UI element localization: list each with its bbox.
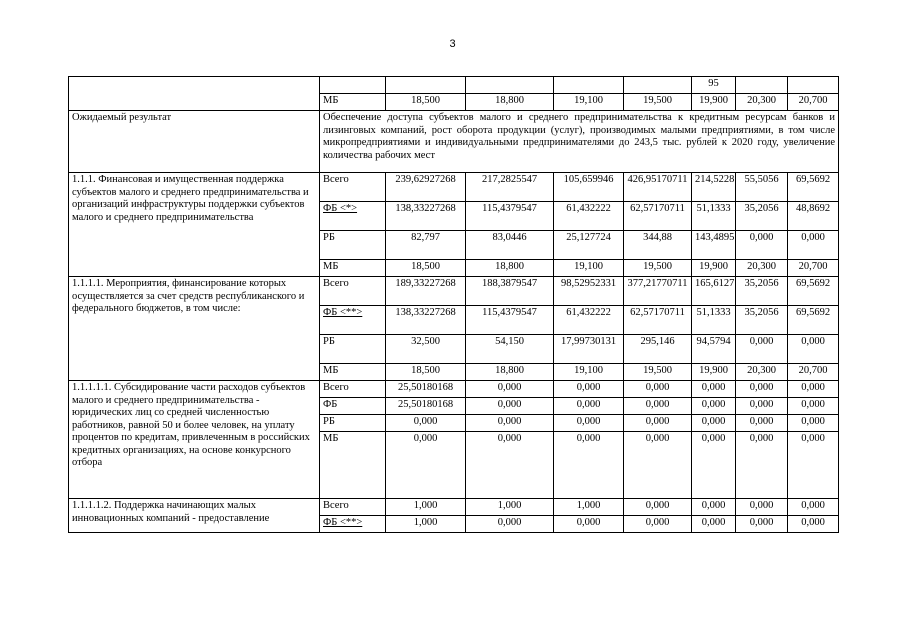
value-cell: 214,5228 [692,173,736,202]
source-cell: РБ [320,335,386,364]
value-cell: 0,000 [736,398,788,415]
desc-cell: 1.1.1.1. Мероприятия, финансирование которых осуществляется за счет средств республиканского и федерального бюджетов, в том числе: [69,277,320,381]
value-cell: 20,700 [788,364,839,381]
value-cell: 19,100 [554,260,624,277]
value-cell: 0,000 [554,516,624,533]
value-cell: 19,500 [624,260,692,277]
value-cell: 0,000 [554,415,624,432]
expected-result-text: Обеспечение доступа субъектов малого и среднего предпринимательства к кредитным ресурсам банков и лизинговых компаний, рост оборота продукции (услуг), производимых малыми предприятиями, в том числе микропредприятиями и индивидуальными предпринимателями до 243,5 тыс. рублей к 2020 году, увеличение количества рабочих мест [320,111,839,173]
value-cell [624,77,692,94]
source-cell [320,202,386,231]
value-cell: 0,000 [736,231,788,260]
value-cell: 0,000 [788,398,839,415]
desc-cell [69,77,320,111]
value-cell [736,77,788,94]
value-cell: 18,800 [466,94,554,111]
value-cell: 426,95170711 [624,173,692,202]
value-cell: 1,000 [466,499,554,516]
value-cell: 17,99730131 [554,335,624,364]
table-row [69,77,839,94]
value-cell: 20,700 [788,260,839,277]
source-cell: ФБ [320,398,386,415]
value-cell: 188,3879547 [466,277,554,306]
value-cell: 0,000 [624,516,692,533]
value-cell: 69,5692 [788,173,839,202]
page-number: 3 [449,38,456,50]
table-row [69,277,839,306]
value-cell: 0,000 [788,499,839,516]
value-cell: 0,000 [624,415,692,432]
value-cell: 138,33227268 [386,202,466,231]
value-cell: 0,000 [624,381,692,398]
source-cell [320,306,386,335]
source-cell: МБ [320,432,386,499]
value-cell: 25,50180168 [386,398,466,415]
desc-cell: 1.1.1.1.2. Поддержка начинающих малых инновационных компаний - предоставление [69,499,320,533]
value-cell: 55,5056 [736,173,788,202]
value-cell: 0,000 [386,432,466,499]
source-cell: РБ [320,231,386,260]
value-cell [788,77,839,94]
value-cell: 189,33227268 [386,277,466,306]
value-cell: 0,000 [692,432,736,499]
value-cell: 0,000 [554,398,624,415]
source-cell: Всего [320,277,386,306]
value-cell: 18,500 [386,260,466,277]
value-cell: 0,000 [736,415,788,432]
value-cell: 143,4895 [692,231,736,260]
footnote-link[interactable]: ФБ <**> [323,517,363,528]
value-cell: 62,57170711 [624,202,692,231]
value-cell: 95 [692,77,736,94]
value-cell: 19,900 [692,260,736,277]
value-cell: 344,88 [624,231,692,260]
value-cell: 105,659946 [554,173,624,202]
value-cell: 1,000 [386,516,466,533]
value-cell: 98,52952331 [554,277,624,306]
value-cell: 25,50180168 [386,381,466,398]
value-cell: 18,800 [466,364,554,381]
value-cell: 0,000 [624,499,692,516]
value-cell: 0,000 [736,432,788,499]
value-cell: 61,432222 [554,306,624,335]
value-cell: 18,500 [386,364,466,381]
value-cell: 0,000 [554,432,624,499]
value-cell: 1,000 [386,499,466,516]
value-cell: 295,146 [624,335,692,364]
value-cell: 54,150 [466,335,554,364]
value-cell: 0,000 [554,381,624,398]
value-cell: 48,8692 [788,202,839,231]
value-cell: 19,500 [624,94,692,111]
value-cell: 0,000 [466,381,554,398]
source-cell: Всего [320,173,386,202]
value-cell: 0,000 [788,516,839,533]
value-cell: 18,500 [386,94,466,111]
value-cell: 0,000 [692,499,736,516]
value-cell: 239,62927268 [386,173,466,202]
value-cell: 19,900 [692,364,736,381]
value-cell: 0,000 [736,516,788,533]
value-cell: 0,000 [624,398,692,415]
value-cell: 0,000 [466,415,554,432]
expected-result-row [69,111,839,173]
value-cell: 35,2056 [736,202,788,231]
value-cell: 0,000 [692,398,736,415]
value-cell: 83,0446 [466,231,554,260]
expected-result-label: Ожидаемый результат [69,111,320,173]
value-cell: 82,797 [386,231,466,260]
value-cell: 20,300 [736,260,788,277]
value-cell: 115,4379547 [466,202,554,231]
value-cell: 19,100 [554,94,624,111]
source-cell: Всего [320,499,386,516]
value-cell: 0,000 [692,516,736,533]
value-cell: 377,21770711 [624,277,692,306]
table-row [69,173,839,202]
value-cell: 20,300 [736,94,788,111]
source-cell: МБ [320,364,386,381]
value-cell: 69,5692 [788,277,839,306]
value-cell: 94,5794 [692,335,736,364]
value-cell: 0,000 [736,499,788,516]
table-body [69,77,839,533]
value-cell: 0,000 [692,381,736,398]
value-cell [386,77,466,94]
table-row [69,499,839,516]
value-cell: 35,2056 [736,306,788,335]
value-cell: 0,000 [736,335,788,364]
value-cell: 51,1333 [692,306,736,335]
value-cell: 69,5692 [788,306,839,335]
value-cell: 32,500 [386,335,466,364]
value-cell: 0,000 [466,432,554,499]
value-cell: 0,000 [624,432,692,499]
table-row [69,381,839,398]
value-cell: 61,432222 [554,202,624,231]
value-cell: 20,700 [788,94,839,111]
value-cell: 138,33227268 [386,306,466,335]
value-cell: 1,000 [554,499,624,516]
budget-table [68,76,839,533]
value-cell [554,77,624,94]
value-cell: 0,000 [788,432,839,499]
desc-cell: 1.1.1. Финансовая и имущественная поддержка субъектов малого и среднего предпринимательства и организаций инфраструктуры поддержки субъектов малого и среднего предпринимательства [69,173,320,277]
value-cell: 19,500 [624,364,692,381]
footnote-link[interactable]: ФБ <*> [323,203,358,214]
value-cell: 217,2825547 [466,173,554,202]
footnote-link[interactable]: ФБ <**> [323,307,363,318]
value-cell: 35,2056 [736,277,788,306]
value-cell: 0,000 [466,516,554,533]
value-cell: 19,900 [692,94,736,111]
value-cell: 0,000 [788,335,839,364]
desc-cell: 1.1.1.1.1. Субсидирование части расходов субъектов малого и среднего предпринимательства - юридических лиц со средней численностью работников, равной 50 и более человек, на уплату процентов по кредитам, привлеченным в российских кредитных организациях, на основе конкурсного отбора [69,381,320,499]
source-cell [320,516,386,533]
value-cell: 0,000 [466,398,554,415]
value-cell: 0,000 [788,381,839,398]
value-cell: 51,1333 [692,202,736,231]
value-cell: 20,300 [736,364,788,381]
value-cell: 19,100 [554,364,624,381]
value-cell: 0,000 [692,415,736,432]
value-cell: 0,000 [788,231,839,260]
source-cell [320,77,386,94]
value-cell [466,77,554,94]
value-cell: 0,000 [788,415,839,432]
value-cell: 165,6127 [692,277,736,306]
source-cell: МБ [320,260,386,277]
value-cell: 0,000 [736,381,788,398]
value-cell: 115,4379547 [466,306,554,335]
value-cell: 0,000 [386,415,466,432]
source-cell: МБ [320,94,386,111]
value-cell: 62,57170711 [624,306,692,335]
source-cell: РБ [320,415,386,432]
source-cell: Всего [320,381,386,398]
value-cell: 25,127724 [554,231,624,260]
value-cell: 18,800 [466,260,554,277]
